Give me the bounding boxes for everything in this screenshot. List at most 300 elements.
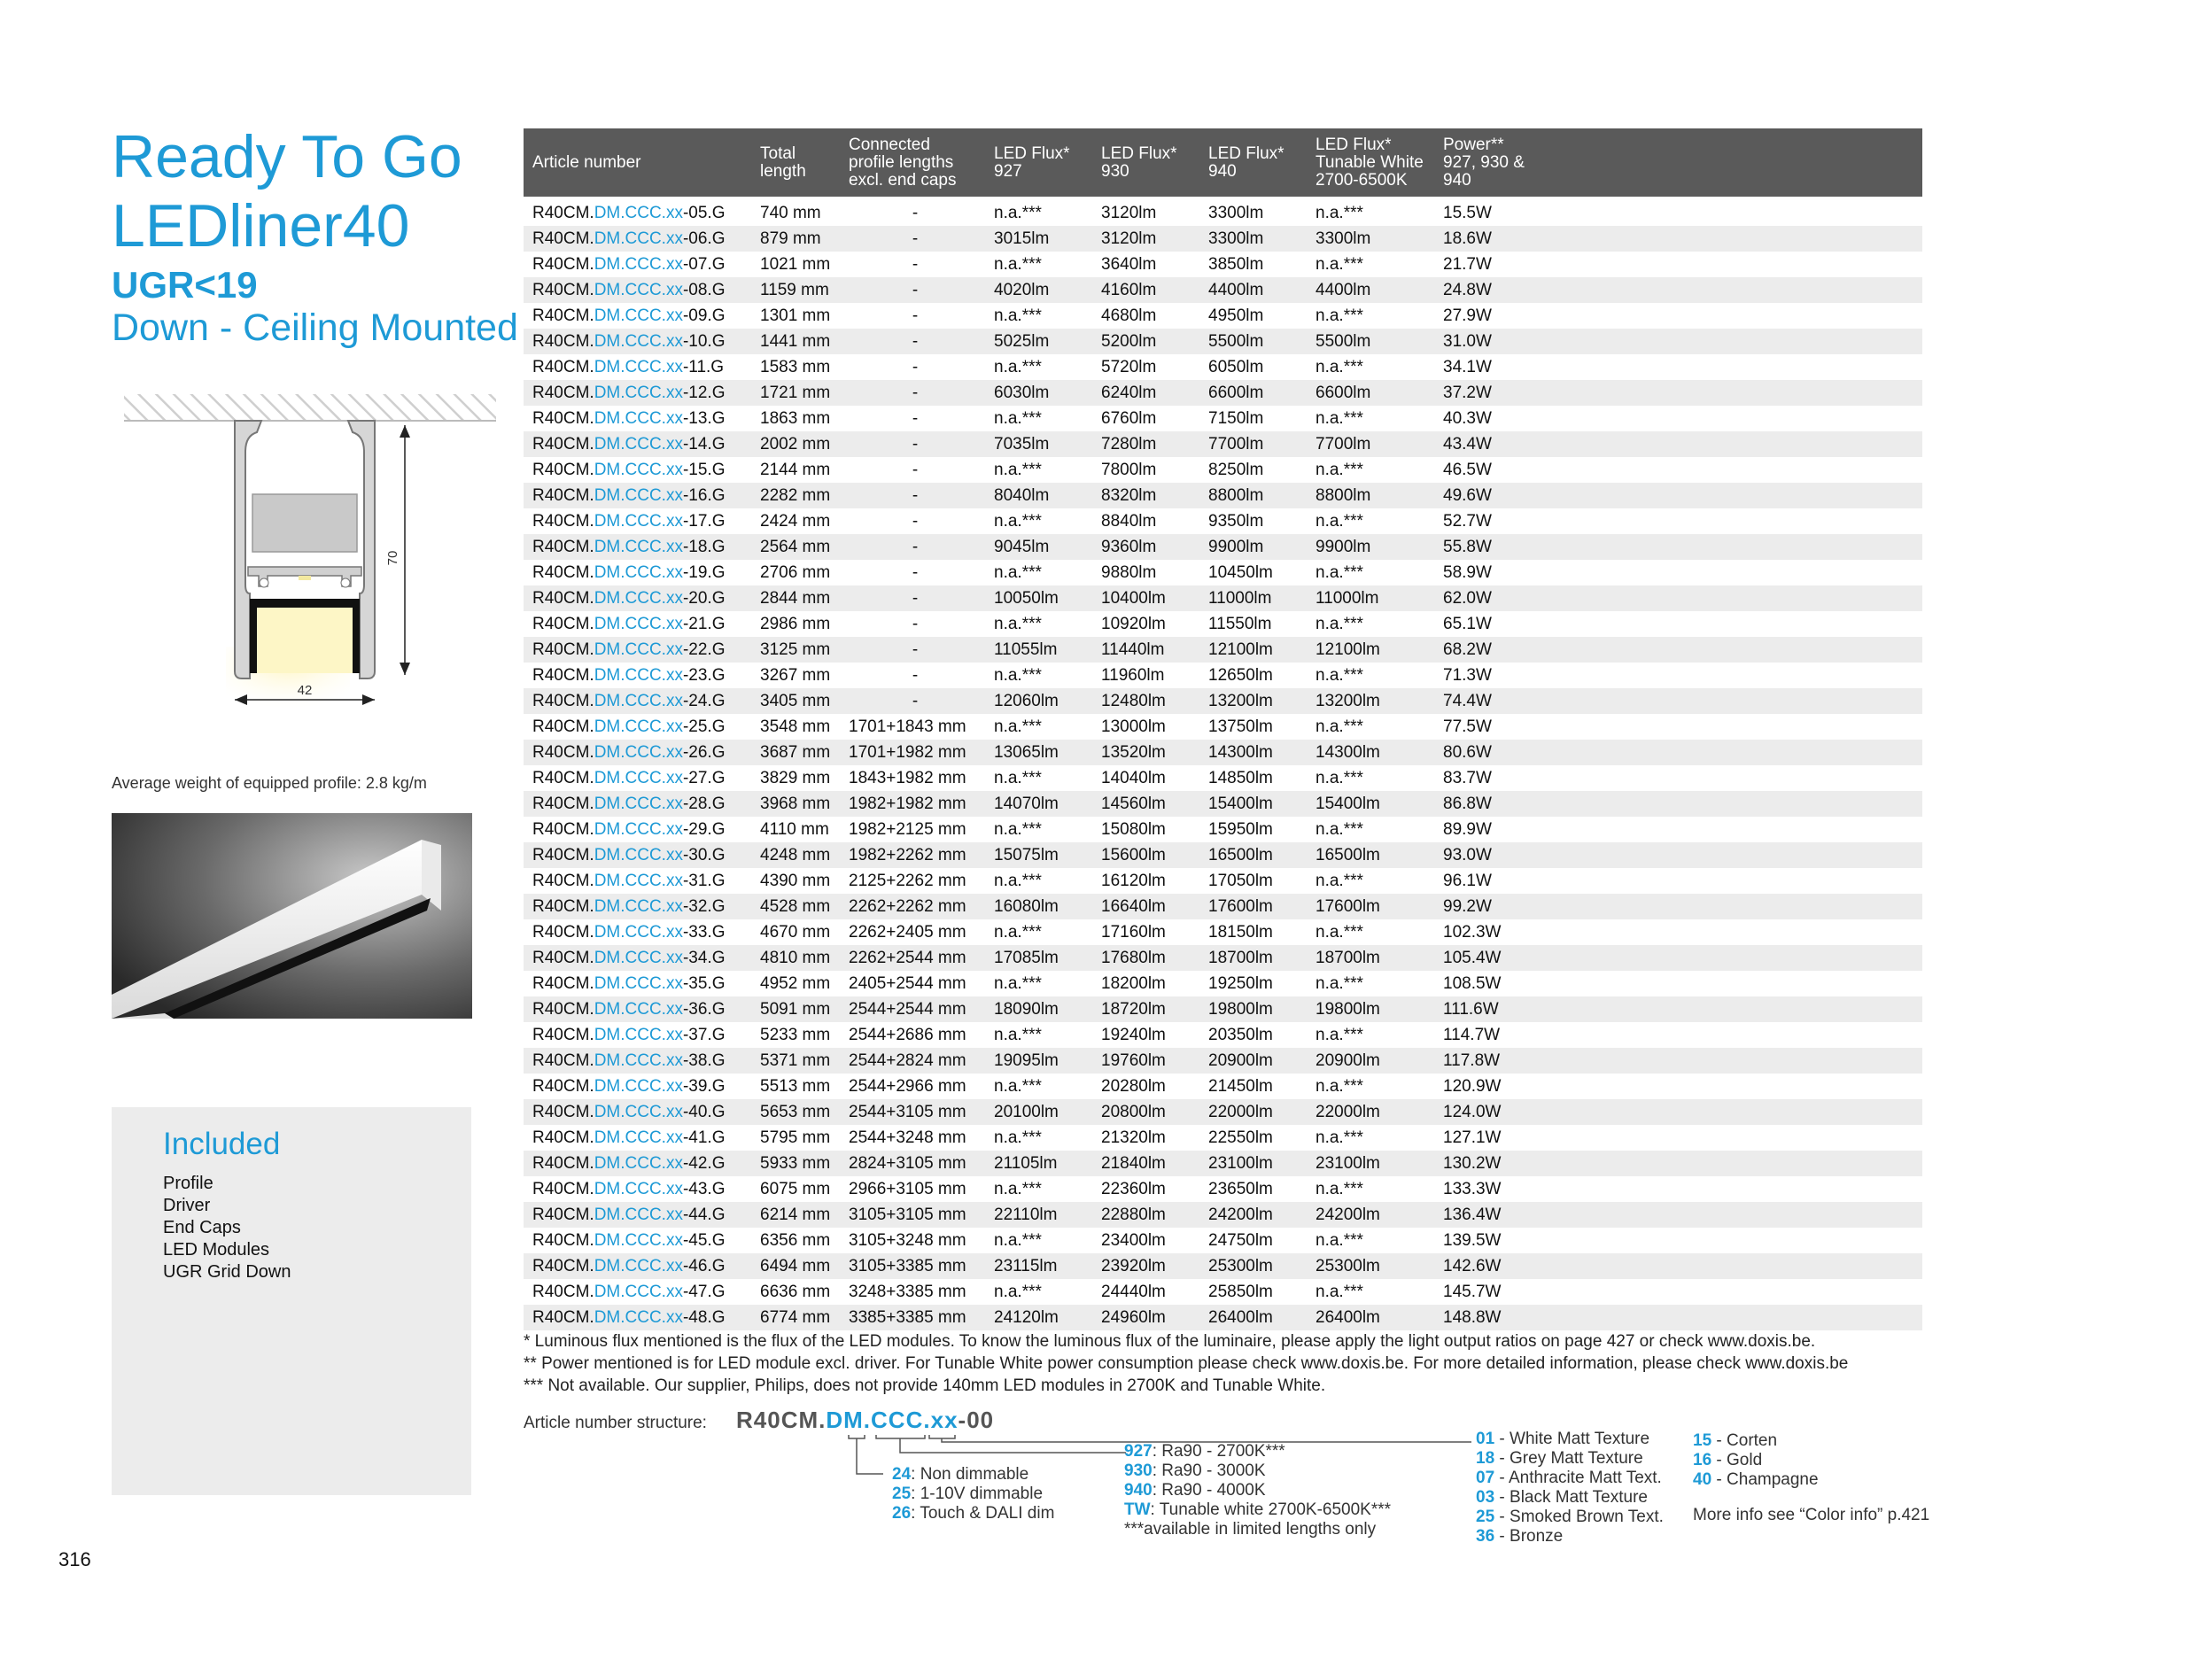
cell-flux-tw: 8800lm [1316,486,1371,505]
cell-flux-940: 12650lm [1208,666,1273,685]
cell-length: 1159 mm [760,281,829,299]
header-flux-927: LED Flux* 927 [994,143,1070,181]
cell-flux-927: n.a.*** [994,409,1042,428]
cell-connected: 3105+3385 mm [849,1257,966,1275]
cell-flux-940: 8800lm [1208,486,1264,505]
cell-length: 5653 mm [760,1103,831,1121]
cell-flux-927: 15075lm [994,846,1059,864]
cell-flux-tw: n.a.*** [1316,974,1363,993]
cell-power: 21.7W [1443,255,1492,274]
article-suffix: -06.G [682,229,726,248]
table-row [524,740,1922,765]
article-mid: DM.CCC.xx [594,1257,683,1275]
article-prefix: R40CM. [532,615,594,633]
cell-length: 1441 mm [760,332,831,351]
cell-flux-940: 6050lm [1208,358,1264,376]
cell-flux-930: 19760lm [1101,1051,1166,1070]
spec-table-body [524,200,1922,1330]
article-suffix: -23.G [682,666,726,685]
cell-flux-930: 5200lm [1101,332,1157,351]
cell-connected: 1701+1843 mm [849,717,966,736]
table-row [524,611,1922,637]
cell-connected: 2966+3105 mm [849,1180,966,1198]
cell-flux-930: 24960lm [1101,1308,1166,1327]
cell-flux-940: 20350lm [1208,1026,1273,1044]
article-prefix: R40CM. [532,872,594,890]
article-prefix: R40CM. [532,743,594,762]
cell-article [532,1048,726,1074]
cell-flux-tw: 9900lm [1316,538,1371,556]
cell-flux-tw: 11000lm [1316,589,1379,608]
header-flux-940: LED Flux* 940 [1208,143,1285,181]
cell-flux-930: 22360lm [1101,1180,1166,1198]
cell-connected: - [912,409,919,428]
cell-flux-930: 16120lm [1101,872,1166,890]
height-dimension-label: 70 [385,550,400,566]
cell-flux-930: 10400lm [1101,589,1166,608]
cell-flux-927: 9045lm [994,538,1050,556]
article-prefix: R40CM. [532,1051,594,1070]
article-mid: DM.CCC.xx [594,666,683,685]
cell-length: 2282 mm [760,486,831,505]
cell-article [532,945,726,971]
cell-power: 148.8W [1443,1308,1502,1327]
cell-length: 3687 mm [760,743,831,762]
cell-connected: - [912,204,919,222]
article-suffix: -12.G [682,384,726,402]
cell-power: 133.3W [1443,1180,1502,1198]
cell-length: 2002 mm [760,435,831,454]
cell-power: 102.3W [1443,923,1502,942]
article-suffix: -05.G [682,204,726,222]
article-mid: DM.CCC.xx [594,769,683,787]
article-mid: DM.CCC.xx [594,486,683,505]
cell-flux-tw: n.a.*** [1316,820,1363,839]
cell-flux-940: 14850lm [1208,769,1273,787]
article-prefix: R40CM. [532,332,594,351]
cell-article [532,765,726,791]
cell-flux-930: 14040lm [1101,769,1166,787]
cell-length: 2844 mm [760,589,831,608]
cell-article [532,534,726,560]
table-row [524,1202,1922,1228]
article-mid: DM.CCC.xx [594,461,683,479]
cell-article [532,226,726,252]
cell-connected: 1843+1982 mm [849,769,966,787]
cell-length: 5091 mm [760,1000,831,1019]
cell-connected: 1701+1982 mm [849,743,966,762]
cell-flux-927: n.a.*** [994,1231,1042,1250]
article-prefix: R40CM. [532,846,594,864]
cell-flux-930: 4680lm [1101,306,1157,325]
code-dm: DM [826,1407,864,1433]
cell-flux-927: n.a.*** [994,769,1042,787]
article-prefix: R40CM. [532,795,594,813]
article-suffix: -19.G [682,563,726,582]
cell-flux-930: 16640lm [1101,897,1166,916]
article-prefix: R40CM. [532,820,594,839]
article-prefix: R40CM. [532,229,594,248]
cell-flux-930: 17160lm [1101,923,1166,942]
included-item: LED Modules [163,1240,270,1260]
header-power: Power** 927, 930 & 940 [1443,135,1525,190]
cell-article [532,971,726,996]
cell-power: 74.4W [1443,692,1492,710]
cell-flux-940: 19800lm [1208,1000,1273,1019]
color-option: 36 - Bronze [1476,1527,1564,1546]
cell-article [532,277,726,303]
cell-flux-930: 4160lm [1101,281,1157,299]
cell-article [532,740,726,765]
table-row [524,1279,1922,1305]
article-suffix: -32.G [682,897,726,916]
code-dot-2: . [923,1407,931,1433]
cell-flux-930: 15080lm [1101,820,1166,839]
cell-connected: 3248+3385 mm [849,1283,966,1301]
table-row [524,1125,1922,1151]
article-mid: DM.CCC.xx [594,255,683,274]
cct-option: 940: Ra90 - 4000K [1124,1481,1266,1500]
article-mid: DM.CCC.xx [594,1077,683,1096]
cell-connected: - [912,358,919,376]
cell-power: 111.6W [1443,1000,1499,1019]
cell-flux-tw: 6600lm [1316,384,1371,402]
table-row [524,252,1922,277]
article-prefix: R40CM. [532,512,594,531]
cell-flux-927: 21105lm [994,1154,1058,1173]
structure-label: Article number structure: [524,1414,707,1432]
cell-article [532,1228,726,1253]
cell-flux-927: 12060lm [994,692,1059,710]
cell-flux-tw: 5500lm [1316,332,1371,351]
article-mid: DM.CCC.xx [594,384,683,402]
cell-connected: - [912,615,919,633]
width-dimension-label: 42 [297,683,313,698]
article-suffix: -08.G [682,281,726,299]
article-mid: DM.CCC.xx [594,204,683,222]
cell-connected: - [912,461,919,479]
article-prefix: R40CM. [532,640,594,659]
cell-flux-940: 6600lm [1208,384,1264,402]
article-suffix: -45.G [682,1231,726,1250]
cell-flux-927: 16080lm [994,897,1059,916]
cell-flux-tw: 4400lm [1316,281,1371,299]
article-suffix: -17.G [682,512,726,531]
cell-flux-930: 20800lm [1101,1103,1166,1121]
cell-flux-930: 7800lm [1101,461,1157,479]
article-mid: DM.CCC.xx [594,692,683,710]
cell-flux-940: 24200lm [1208,1205,1273,1224]
cell-connected: 1982+2262 mm [849,846,966,864]
footnote-power: ** Power mentioned is for LED module excl. driver. For Tunable White power consumption please check www.doxis.be. For more detailed information, please check www.doxis.be [524,1354,1849,1373]
cell-flux-tw: 18700lm [1316,949,1380,967]
cct-note: ***available in limited lengths only [1124,1520,1377,1539]
cell-connected: 3105+3248 mm [849,1231,966,1250]
cell-connected: - [912,666,919,685]
article-mid: DM.CCC.xx [594,1231,683,1250]
cell-connected: 2544+2686 mm [849,1026,966,1044]
included-item: End Caps [163,1218,241,1237]
article-prefix: R40CM. [532,1077,594,1096]
article-suffix: -14.G [682,435,726,454]
table-row [524,226,1922,252]
cell-power: 80.6W [1443,743,1492,762]
cell-flux-940: 7700lm [1208,435,1264,454]
cell-article [532,508,726,534]
table-row [524,663,1922,688]
cell-flux-930: 13520lm [1101,743,1166,762]
cell-power: 96.1W [1443,872,1492,890]
cell-flux-tw: 24200lm [1316,1205,1380,1224]
cell-flux-940: 16500lm [1208,846,1273,864]
article-suffix: -37.G [682,1026,726,1044]
cell-article [532,894,726,919]
cell-flux-930: 3640lm [1101,255,1157,274]
cell-flux-940: 26400lm [1208,1308,1273,1327]
cell-connected: - [912,640,919,659]
cell-connected: - [912,692,919,710]
header-flux-tw: LED Flux* Tunable White 2700-6500K [1316,135,1424,190]
cell-connected: - [912,229,919,248]
code-prefix: R40CM. [736,1407,827,1433]
cell-flux-940: 25850lm [1208,1283,1273,1301]
article-mid: DM.CCC.xx [594,538,683,556]
code-ccc: CCC [871,1407,924,1433]
cell-article [532,329,726,354]
cell-length: 4390 mm [760,872,831,890]
cell-article [532,560,726,585]
cell-flux-tw: n.a.*** [1316,306,1363,325]
cell-flux-930: 12480lm [1101,692,1166,710]
cell-flux-940: 22550lm [1208,1128,1273,1147]
cell-flux-tw: 14300lm [1316,743,1380,762]
ugr-rating: UGR<19 [112,264,258,306]
article-mid: DM.CCC.xx [594,563,683,582]
cell-power: 40.3W [1443,409,1492,428]
cell-flux-930: 18720lm [1101,1000,1166,1019]
article-mid: DM.CCC.xx [594,872,683,890]
table-row [524,1022,1922,1048]
cell-power: 65.1W [1443,615,1492,633]
cell-flux-940: 21450lm [1208,1077,1273,1096]
cell-article [532,1099,726,1125]
cell-flux-927: 23115lm [994,1257,1058,1275]
cell-length: 5513 mm [760,1077,831,1096]
cell-article [532,1253,726,1279]
cell-flux-tw: n.a.*** [1316,1180,1363,1198]
cct-option: 927: Ra90 - 2700K*** [1124,1442,1285,1461]
cell-length: 879 mm [760,229,821,248]
article-suffix: -24.G [682,692,726,710]
cell-flux-940: 8250lm [1208,461,1264,479]
article-prefix: R40CM. [532,435,594,454]
article-prefix: R40CM. [532,563,594,582]
table-row [524,483,1922,508]
article-prefix: R40CM. [532,692,594,710]
cell-flux-tw: n.a.*** [1316,923,1363,942]
cell-length: 6356 mm [760,1231,831,1250]
cell-power: 77.5W [1443,717,1492,736]
cell-connected: 2262+2544 mm [849,949,966,967]
article-mid: DM.CCC.xx [594,1128,683,1147]
cell-flux-tw: n.a.*** [1316,872,1363,890]
cell-length: 5233 mm [760,1026,831,1044]
cell-flux-tw: 25300lm [1316,1257,1380,1275]
footnote-na: *** Not available. Our supplier, Philips, does not provide 140mm LED modules in 2700K and Tunable White. [524,1376,1326,1395]
cell-power: 24.8W [1443,281,1492,299]
cell-power: 58.9W [1443,563,1492,582]
cell-connected: - [912,589,919,608]
cell-length: 4810 mm [760,949,831,967]
cell-article [532,1074,726,1099]
cell-flux-930: 14560lm [1101,795,1166,813]
cell-power: 31.0W [1443,332,1492,351]
cell-article [532,842,726,868]
cell-flux-tw: n.a.*** [1316,1128,1363,1147]
article-suffix: -34.G [682,949,726,967]
cell-flux-927: 7035lm [994,435,1050,454]
cell-flux-tw: n.a.*** [1316,717,1363,736]
cell-article [532,817,726,842]
article-suffix: -44.G [682,1205,726,1224]
cell-flux-tw: n.a.*** [1316,1026,1363,1044]
cell-flux-927: 14070lm [994,795,1059,813]
cell-flux-930: 8840lm [1101,512,1157,531]
article-mid: DM.CCC.xx [594,640,683,659]
cell-flux-940: 22000lm [1208,1103,1273,1121]
cell-connected: 2262+2262 mm [849,897,966,916]
cell-flux-940: 11000lm [1208,589,1272,608]
table-row [524,1176,1922,1202]
article-suffix: -47.G [682,1283,726,1301]
table-row [524,457,1922,483]
article-suffix: -42.G [682,1154,726,1173]
table-row [524,560,1922,585]
cell-flux-927: n.a.*** [994,1077,1042,1096]
cell-power: 34.1W [1443,358,1492,376]
product-photo [112,813,472,1019]
article-suffix: -15.G [682,461,726,479]
dimming-option: 25: 1-10V dimmable [892,1485,1044,1503]
cell-length: 6214 mm [760,1205,831,1224]
cell-flux-930: 21840lm [1101,1154,1166,1173]
cell-flux-930: 17680lm [1101,949,1166,967]
article-suffix: -33.G [682,923,726,942]
included-item: Driver [163,1196,211,1215]
cell-connected: 2544+3248 mm [849,1128,966,1147]
cell-flux-927: n.a.*** [994,1026,1042,1044]
cell-flux-927: 11055lm [994,640,1058,659]
table-row [524,637,1922,663]
article-mid: DM.CCC.xx [594,1051,683,1070]
cell-length: 4110 mm [760,820,829,839]
spec-table-header [524,128,1922,197]
table-row [524,791,1922,817]
cell-flux-tw: n.a.*** [1316,255,1363,274]
cell-article [532,406,726,431]
table-row [524,714,1922,740]
cell-flux-tw: 7700lm [1316,435,1371,454]
cell-flux-940: 10450lm [1208,563,1273,582]
cell-article [532,252,726,277]
cell-flux-940: 3850lm [1208,255,1264,274]
cell-flux-940: 24750lm [1208,1231,1273,1250]
cell-flux-927: 6030lm [994,384,1050,402]
cell-flux-930: 3120lm [1101,229,1157,248]
table-row [524,894,1922,919]
article-mid: DM.CCC.xx [594,358,683,376]
cell-flux-940: 11550lm [1208,615,1272,633]
article-suffix: -13.G [682,409,726,428]
cell-flux-927: n.a.*** [994,204,1042,222]
cell-flux-927: 5025lm [994,332,1050,351]
cell-length: 740 mm [760,204,821,222]
article-suffix: -30.G [682,846,726,864]
cell-connected: - [912,306,919,325]
cell-flux-927: n.a.*** [994,666,1042,685]
cell-article [532,1151,726,1176]
table-row [524,200,1922,226]
code-xx: xx [930,1407,959,1433]
table-row [524,945,1922,971]
article-prefix: R40CM. [532,1026,594,1044]
cell-flux-927: 10050lm [994,589,1059,608]
article-suffix: -39.G [682,1077,726,1096]
table-row [524,842,1922,868]
cell-flux-940: 18700lm [1208,949,1273,967]
table-row [524,1048,1922,1074]
cell-flux-tw: n.a.*** [1316,615,1363,633]
cell-flux-940: 17600lm [1208,897,1273,916]
cell-connected: - [912,486,919,505]
cell-connected: - [912,435,919,454]
article-mid: DM.CCC.xx [594,435,683,454]
article-suffix: -21.G [682,615,726,633]
cell-flux-tw: 19800lm [1316,1000,1380,1019]
cell-flux-940: 25300lm [1208,1257,1273,1275]
cell-flux-tw: 3300lm [1316,229,1371,248]
cell-power: 86.8W [1443,795,1492,813]
cell-length: 4952 mm [760,974,831,993]
cell-length: 2564 mm [760,538,831,556]
cell-flux-940: 15400lm [1208,795,1273,813]
article-suffix: -26.G [682,743,726,762]
page-number: 316 [58,1548,91,1570]
cell-flux-930: 6760lm [1101,409,1157,428]
cell-flux-930: 18200lm [1101,974,1166,993]
header-flux-930: LED Flux* 930 [1101,143,1177,181]
cell-flux-930: 10920lm [1101,615,1166,633]
dimming-option: 26: Touch & DALI dim [892,1504,1055,1523]
cell-flux-tw: n.a.*** [1316,1077,1363,1096]
code-suffix: -00 [958,1407,995,1433]
cell-length: 6494 mm [760,1257,831,1275]
cell-article [532,1202,726,1228]
cell-flux-927: 13065lm [994,743,1059,762]
article-mid: DM.CCC.xx [594,717,683,736]
cell-length: 2424 mm [760,512,831,531]
cell-flux-tw: n.a.*** [1316,204,1363,222]
article-suffix: -25.G [682,717,726,736]
cell-connected: - [912,281,919,299]
cell-flux-927: 20100lm [994,1103,1059,1121]
cell-power: 145.7W [1443,1283,1502,1301]
article-mid: DM.CCC.xx [594,1283,683,1301]
article-suffix: -46.G [682,1257,726,1275]
cell-connected: 2125+2262 mm [849,872,966,890]
cell-article [532,354,724,380]
cell-flux-tw: 13200lm [1316,692,1380,710]
